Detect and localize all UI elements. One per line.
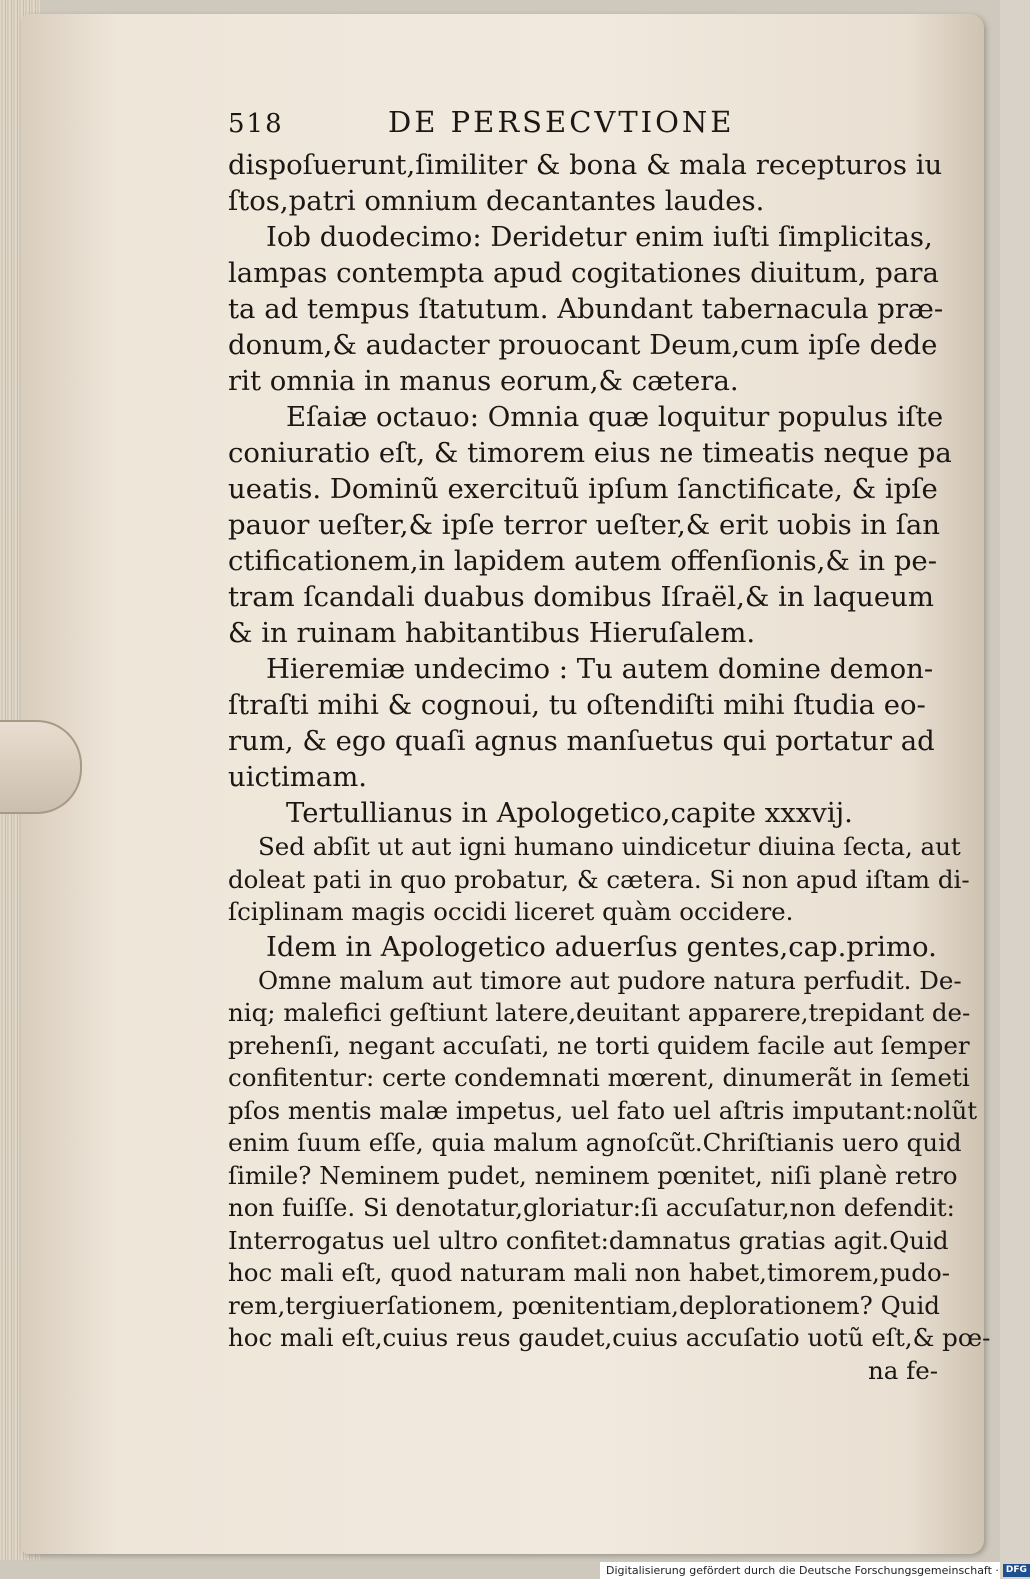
text-block bbox=[228, 105, 991, 1387]
section-heading: Idem in Apologetico aduerſus gentes,cap.primo. bbox=[266, 930, 937, 963]
text-line: confitentur: certe condemnati mœrent, dinumerãt in ſemeti bbox=[228, 1063, 970, 1092]
text-line: Interrogatus uel ultro confitet:damnatus gratias agit.Quid bbox=[228, 1225, 949, 1255]
section-heading: Tertullianus in Apologetico,capite xxxvij. bbox=[286, 797, 853, 829]
text-line: rit omnia in manus eorum,& cætera. bbox=[228, 365, 739, 397]
text-line: prehenſi, negant accuſati, ne torti quidem facile aut ſemper bbox=[228, 1030, 970, 1060]
text-line: ctificationem,in lapidem autem offenſionis,& in pe- bbox=[228, 545, 937, 577]
text-line: doleat pati in quo probatur, & cætera. Si non apud iſtam di- bbox=[228, 864, 970, 894]
text-line: hoc mali eſt, quod naturam mali non habet,timorem,pudo- bbox=[228, 1258, 951, 1287]
dfg-logo: DFG bbox=[1003, 1564, 1030, 1577]
text-line: coniuratio eſt, & timorem eius ne timeatis neque pa bbox=[228, 437, 952, 469]
text-line: ſimile? Neminem pudet, neminem pœnitet, niſi planè retro bbox=[228, 1160, 958, 1190]
header-title: DE PERSECVTIONE bbox=[388, 105, 735, 139]
text-line: ſtos,patri omnium decantantes laudes. bbox=[228, 185, 765, 217]
text-line: ſciplinam magis occidi liceret quàm occidere. bbox=[228, 897, 794, 926]
text-line: lampas contempta apud cogitationes diuitum, para bbox=[228, 257, 939, 289]
book-clasp bbox=[0, 720, 82, 814]
text-line: Sed abſit ut aut igni humano uindicetur diuina ſecta, aut bbox=[258, 832, 961, 861]
text-line: Hieremiæ undecimo : Tu autem domine demon- bbox=[266, 653, 934, 685]
text-line: Omne malum aut timore aut pudore natura perfudit. De- bbox=[258, 965, 962, 995]
text-line: enim ſuum eſſe, quia malum agnoſcũt.Chriſtianis uero quid bbox=[228, 1128, 962, 1157]
text-line: dispoſuerunt,ſimiliter & bona & mala recepturos iu bbox=[228, 149, 943, 181]
running-head bbox=[228, 105, 948, 147]
catchword: na fe- bbox=[867, 1355, 938, 1385]
text-line: pauor ueſter,& ipſe terror ueſter,& erit uobis in ſan bbox=[228, 509, 941, 541]
footer-text: Digitalisierung gefördert durch die Deutsche Forschungsgemeinschaft · bbox=[606, 1564, 999, 1577]
text-line: ueatis. Dominũ exercituũ ipſum ſanctificate, & ipſe bbox=[228, 473, 938, 505]
text-line: tram ſcandali duabus domibus Iſraël,& in laqueum bbox=[228, 581, 934, 613]
page-number: 518 bbox=[228, 109, 284, 139]
text-line: pſos mentis malæ impetus, uel fato uel aſtris imputant:nolũt bbox=[228, 1095, 978, 1125]
text-line: ta ad tempus ſtatutum. Abundant tabernacula præ- bbox=[228, 293, 944, 325]
text-line: non fuiſſe. Si denotatur,gloriatur:ſi accuſatur,non defendit: bbox=[228, 1193, 955, 1222]
text-line: hoc mali eſt,cuius reus gaudet,cuius accuſatio uotũ eſt,& pœ- bbox=[228, 1323, 991, 1352]
text-line: rem,tergiuerſationem, pœnitentiam,deplorationem? Quid bbox=[228, 1290, 940, 1320]
digitization-footer bbox=[600, 1562, 1027, 1579]
text-line: & in ruinam habitantibus Hieruſalem. bbox=[228, 617, 756, 649]
text-line: ſtraſti mihi & cognoui, tu oſtendiſti mihi ſtudia eo- bbox=[228, 689, 926, 721]
text-line: donum,& audacter prouocant Deum,cum ipſe dede bbox=[228, 329, 938, 361]
text-line: Iob duodecimo: Deridetur enim iuſti ſimplicitas, bbox=[266, 221, 933, 253]
text-line: niq; malefici geſtiunt latere,deuitant apparere,trepidant de- bbox=[228, 998, 971, 1027]
text-line: Eſaiæ octauo: Omnia quæ loquitur populus iſte bbox=[286, 401, 944, 433]
text-line: rum, & ego quaſi agnus manſuetus qui portatur ad bbox=[228, 725, 935, 757]
text-line: uictimam. bbox=[228, 761, 368, 793]
